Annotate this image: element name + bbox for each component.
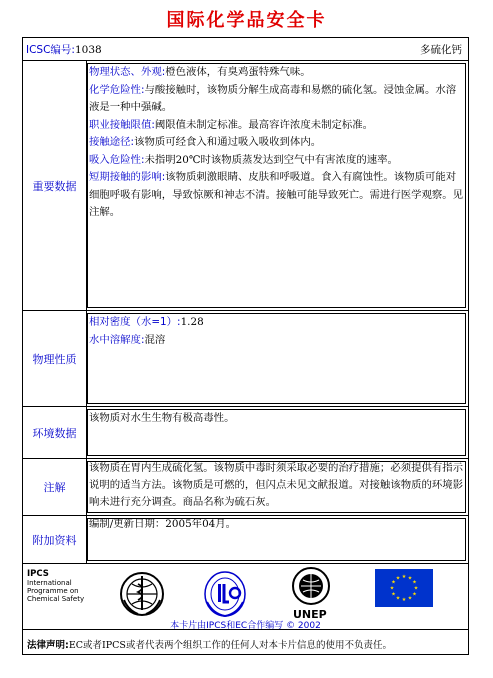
field-value: 该物质可经食入和通过吸入吸收到体内。 [134,136,322,148]
ipcs-logo-text [27,570,84,603]
environment-text: 该物质对水生生物有极高毒性。 [89,412,235,424]
icsc-label: ICSC编号: [26,44,75,56]
eu-flag-icon [375,569,433,607]
legal-statement [27,637,392,651]
field-key: 短期接触的影响: [89,171,166,183]
svg-text:★: ★ [407,595,413,602]
icsc-value: 1038 [74,44,102,56]
inner-box [87,313,466,404]
card-title: 国际化学品安全卡 [166,10,327,31]
notes-text: 该物质在胃内生成硫化氢。该物质中毒时须采取必要的治疗措施；必须提供有指示说明的适当方法。该物质是可燃的，但闪点未见文献报道。对接触该物质的环境影响未进行充分调查。商品名称为硫石灰。 [89,462,464,508]
inner-box [87,409,466,456]
inner-box [87,518,466,561]
field-key: 化学危险性: [89,83,145,96]
svg-text:★: ★ [391,579,396,586]
inner-box [87,63,466,308]
section-body [87,459,468,515]
svg-text:★: ★ [395,595,401,602]
who-emblem-icon [118,570,166,618]
svg-text:★: ★ [391,591,396,598]
field-value: 未指明20℃时该物质蒸发达到空气中有害浓度的速率。 [144,153,398,166]
section-label: 物理性质 [23,311,87,406]
ilo-emblem-icon [203,570,247,618]
section-notes [23,459,468,516]
section-label: 附加资料 [23,516,87,563]
logo-strip [23,564,468,629]
chemical-name: 多硫化钙 [420,44,462,56]
field-value: 混溶 [144,333,166,346]
section-environment [23,407,468,459]
inner-box [87,461,466,513]
section-label: 环境数据 [23,407,87,458]
field-key: 相对密度（水=1）: [89,316,181,328]
legal-row [23,630,468,654]
field-key: 职业接触限值: [89,118,155,131]
field-key: 水中溶解度: [89,333,145,346]
field-key: 吸入危险性: [89,153,145,166]
section-body [87,407,468,458]
logo-row [23,564,468,630]
field-value: 1.28 [180,316,204,328]
section-important [23,61,468,311]
svg-text:★: ★ [395,575,401,582]
ipcs-title: IPCS [27,569,49,579]
section-body [87,311,468,406]
svg-text:★: ★ [412,591,417,598]
section-body [87,516,468,563]
section-label: 重要数据 [23,61,87,310]
section-label: 注解 [23,459,87,515]
section-physical [23,311,468,407]
legal-label: 法律声明: [27,640,69,651]
header-row [23,38,468,61]
field-value: 与酸接触时，该物质分解生成高毒和易燃的硫化氢。浸蚀金属。水溶液是一种中强碱。 [89,83,457,113]
section-additional [23,516,468,564]
ipcs-line: Programme on [27,587,79,595]
field-key: 物理状态、外观: [89,66,166,78]
legal-text: EC或者IPCS或者代表两个组织工作的任何人对本卡片信息的使用不负责任。 [68,640,392,651]
field-key: 接触途径: [89,136,135,148]
field-value: 阈限值未制定标准。最高容许浓度未制定标准。 [154,118,374,131]
additional-text: 编制/更新日期：2005年04月。 [89,518,237,530]
svg-text:★: ★ [407,575,413,582]
ipcs-line: Chemical Safety [27,595,85,603]
field-value: 该物质刺激眼睛、皮肤和呼吸道。食入有腐蚀性。该物质可能对细胞呼吸有影响，导致惊厥和神志不清。接触可能导致死亡。需进行医学观察。见注解。 [89,171,464,218]
cooperation-caption: 本卡片由IPCS和EC合作编写 © 2002 [170,621,321,631]
svg-text:★: ★ [389,585,395,592]
icsc-number [26,42,102,57]
svg-text:★: ★ [413,585,419,592]
svg-text:★: ★ [401,597,407,603]
unep-emblem-icon [289,566,333,612]
ipcs-line: International [27,579,72,587]
svg-text:★: ★ [412,579,417,586]
card-frame [22,37,469,655]
field-value: 橙色液体，有臭鸡蛋特殊气味。 [165,66,311,78]
svg-text:★: ★ [401,574,407,580]
section-body [87,61,468,310]
unep-label: UNEP [293,608,327,621]
